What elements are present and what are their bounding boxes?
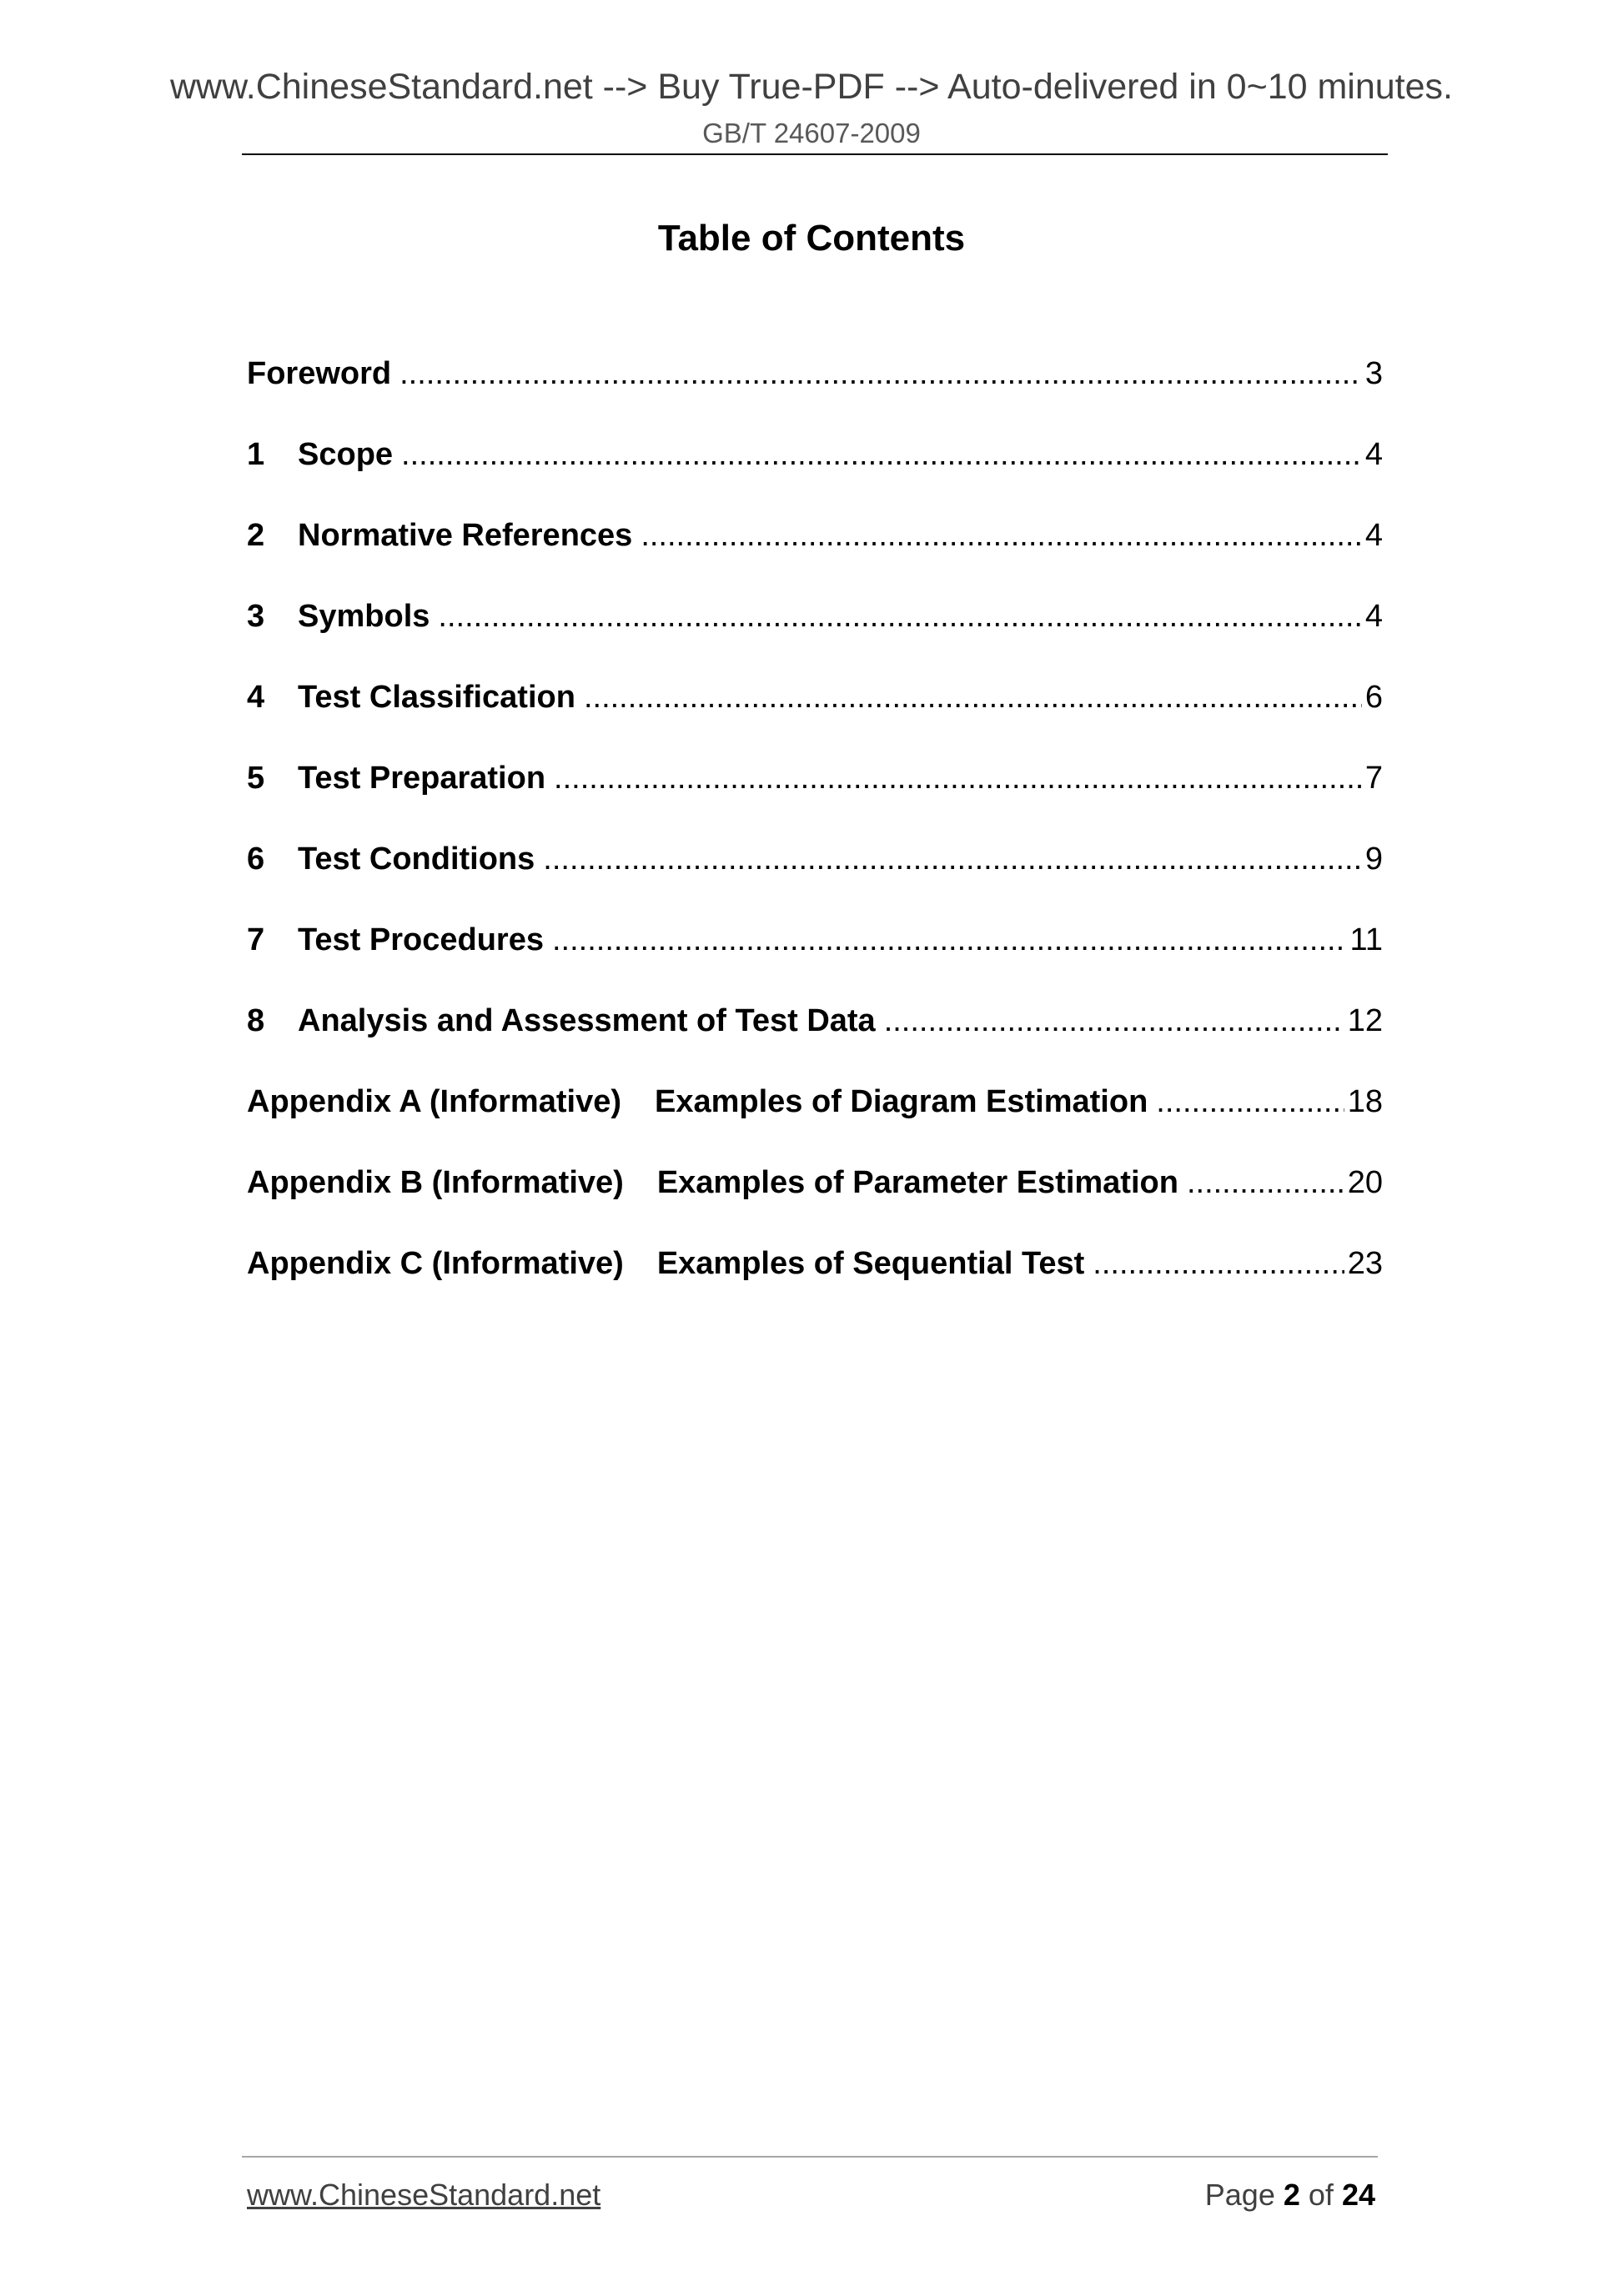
toc-entry-appendix-c[interactable]	[247, 1240, 1383, 1321]
toc-leader-dots	[1156, 1078, 1344, 1125]
toc-entry-page: 20	[1347, 1165, 1383, 1200]
toc-leader-dots	[884, 997, 1344, 1044]
footer-page-indicator	[1205, 2177, 1375, 2213]
toc-leader-dots	[554, 755, 1362, 801]
toc-leader-dots	[399, 350, 1362, 397]
toc-leader-dots	[552, 917, 1347, 963]
toc-entry-page: 11	[1349, 922, 1383, 957]
header-divider	[242, 153, 1388, 155]
toc-entry-page: 4	[1364, 437, 1383, 472]
toc-entry-label: Symbols	[298, 599, 430, 634]
toc-appendix-label: Appendix C (Informative)	[247, 1246, 624, 1281]
toc-entry-page: 12	[1347, 1003, 1383, 1038]
toc-entry-scope[interactable]	[247, 431, 1383, 512]
page-total: 24	[1341, 2178, 1375, 2212]
toc-entry-number: 4	[247, 680, 265, 715]
toc-entry-number: 8	[247, 1003, 265, 1038]
toc-leader-dots	[1187, 1159, 1344, 1206]
toc-entry-number: 1	[247, 437, 265, 472]
toc-entry-number: 2	[247, 518, 265, 553]
toc-leader-dots	[641, 512, 1362, 559]
footer-site-link[interactable]: www.ChineseStandard.net	[247, 2178, 601, 2212]
toc-entry-label: Examples of Diagram Estimation	[655, 1084, 1148, 1119]
toc-entry-label: Test Procedures	[298, 922, 544, 957]
document-id: GB/T 24607-2009	[702, 118, 921, 148]
toc-entry-page: 18	[1347, 1084, 1383, 1119]
header-banner: www.ChineseStandard.net --> Buy True-PDF --> Auto-delivered in 0~10 minutes.	[169, 67, 1453, 107]
toc-entry-number: 5	[247, 761, 265, 796]
toc-entry-number: 6	[247, 842, 265, 877]
toc-entry-appendix-b[interactable]	[247, 1159, 1383, 1240]
toc-entry-page: 4	[1364, 518, 1383, 553]
toc-entry-number: 7	[247, 922, 265, 957]
toc-entry-test-preparation[interactable]	[247, 755, 1383, 836]
toc-entry-page: 9	[1364, 842, 1383, 877]
toc-entry-number: 3	[247, 599, 265, 634]
toc-entry-label: Analysis and Assessment of Test Data	[298, 1003, 876, 1038]
toc-entry-appendix-a[interactable]	[247, 1078, 1383, 1159]
toc-entry-label: Test Classification	[298, 680, 575, 715]
toc-entry-page: 4	[1364, 599, 1383, 634]
toc-entry-page: 6	[1364, 680, 1383, 715]
toc-entry-analysis-assessment[interactable]	[247, 997, 1383, 1078]
toc-entry-test-conditions[interactable]	[247, 836, 1383, 917]
toc-title: Table of Contents	[657, 218, 966, 259]
toc-list	[247, 350, 1383, 1321]
toc-leader-dots	[584, 674, 1362, 721]
toc-entry-page: 23	[1347, 1246, 1383, 1281]
toc-entry-label: Examples of Parameter Estimation	[656, 1165, 1178, 1200]
toc-entry-page: 3	[1364, 356, 1383, 391]
toc-entry-label: Examples of Sequential Test	[656, 1246, 1085, 1281]
toc-leader-dots	[543, 836, 1362, 882]
toc-leader-dots	[1093, 1240, 1344, 1287]
page-current: 2	[1283, 2178, 1300, 2212]
footer-divider	[242, 2156, 1378, 2158]
toc-entry-label: Scope	[298, 437, 394, 472]
toc-entry-test-classification[interactable]	[247, 674, 1383, 755]
toc-entry-normative-references[interactable]	[247, 512, 1383, 593]
toc-appendix-label: Appendix B (Informative)	[247, 1165, 624, 1200]
toc-leader-dots	[438, 593, 1361, 640]
page-of: of	[1308, 2178, 1334, 2212]
page-prefix: Page	[1204, 2178, 1275, 2212]
toc-appendix-label: Appendix A (Informative)	[247, 1084, 621, 1119]
toc-entry-symbols[interactable]	[247, 593, 1383, 674]
toc-entry-label: Normative References	[298, 518, 633, 553]
toc-entry-label: Test Conditions	[298, 842, 535, 877]
toc-entry-test-procedures[interactable]	[247, 917, 1383, 997]
toc-entry-label: Test Preparation	[298, 761, 546, 796]
toc-entry-foreword[interactable]	[247, 350, 1383, 431]
toc-leader-dots	[401, 431, 1362, 478]
toc-entry-page: 7	[1364, 761, 1383, 796]
toc-entry-label: Foreword	[247, 356, 392, 391]
